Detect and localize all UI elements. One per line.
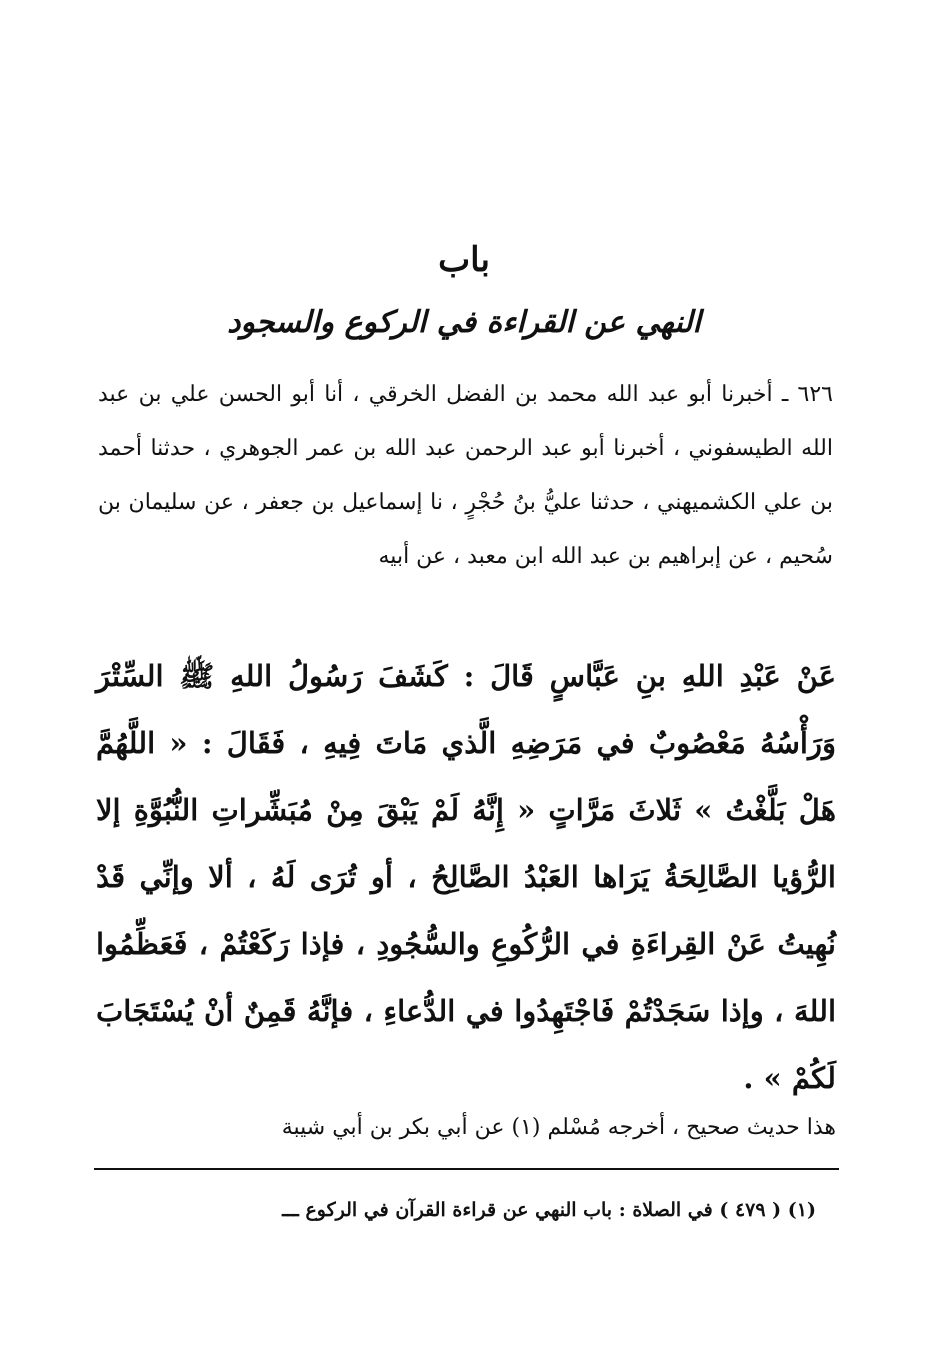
chapter-heading: باب bbox=[438, 240, 490, 280]
hadith-isnad: ٦٢٦ ـ أخبرنا أبو عبد الله محمد بن الفضل الخرقي ، أنا أبو الحسن علي بن عبد الله الطيسفوني ، أخبرنا أبو عبد الرحمن عبد الله بن عمر الجوهري ، حدثنا أحمد بن علي الكشميهني ، حدثنا عليُّ بنُ حُجْرٍ ، نا إسماعيل بن جعفر ، عن سليمان بن سُحيم ، عن إبراهيم بن عبد الله ابن معبد ، عن أبيه bbox=[98, 382, 833, 569]
chapter-title: النهي عن القراءة في الركوع والسجود bbox=[227, 305, 701, 340]
hadith-matn: عَنْ عَبْدِ اللهِ بنِ عَبَّاسٍ قَالَ : كَشَفَ رَسُولُ اللهِ ﷺ السِّتْرَ وَرَأْسُهُ مَعْصُوبٌ في مَرَضِهِ الَّذي مَاتَ فِيهِ ، فَقَالَ : « اللَّهُمَّ هَلْ بَلَّغْتُ » ثَلاثَ مَرَّاتٍ « إِنَّهُ لَمْ يَبْقَ مِنْ مُبَشِّراتِ النُّبُوَّةِ إلا الرُّؤيا الصَّالِحَةُ يَرَاها العَبْدُ الصَّالِحُ ، أو تُرَى لَهُ ، ألا وإنِّي قَدْ نُهِيتُ عَنْ القِراءَةِ في الرُّكُوعِ والسُّجُودِ ، فإذا رَكَعْتُمْ ، فَعَظِّمُوا اللهَ ، وإذا سَجَدْتُمْ فَاجْتَهِدُوا في الدُّعاءِ ، فإنَّهُ قَمِنٌ أنْ يُسْتَجَابَ لَكُمْ » . bbox=[96, 659, 836, 1095]
hadith-grading: هذا حديث صحيح ، أخرجه مُسْلم (١) عن أبي بكر بن أبي شيبة bbox=[281, 1115, 836, 1140]
footnote: (١) ( ٤٧٩ ) في الصلاة : باب النهي عن قراءة القرآن في الركوع ـــ bbox=[282, 1199, 816, 1221]
footnote-divider bbox=[94, 1168, 839, 1170]
